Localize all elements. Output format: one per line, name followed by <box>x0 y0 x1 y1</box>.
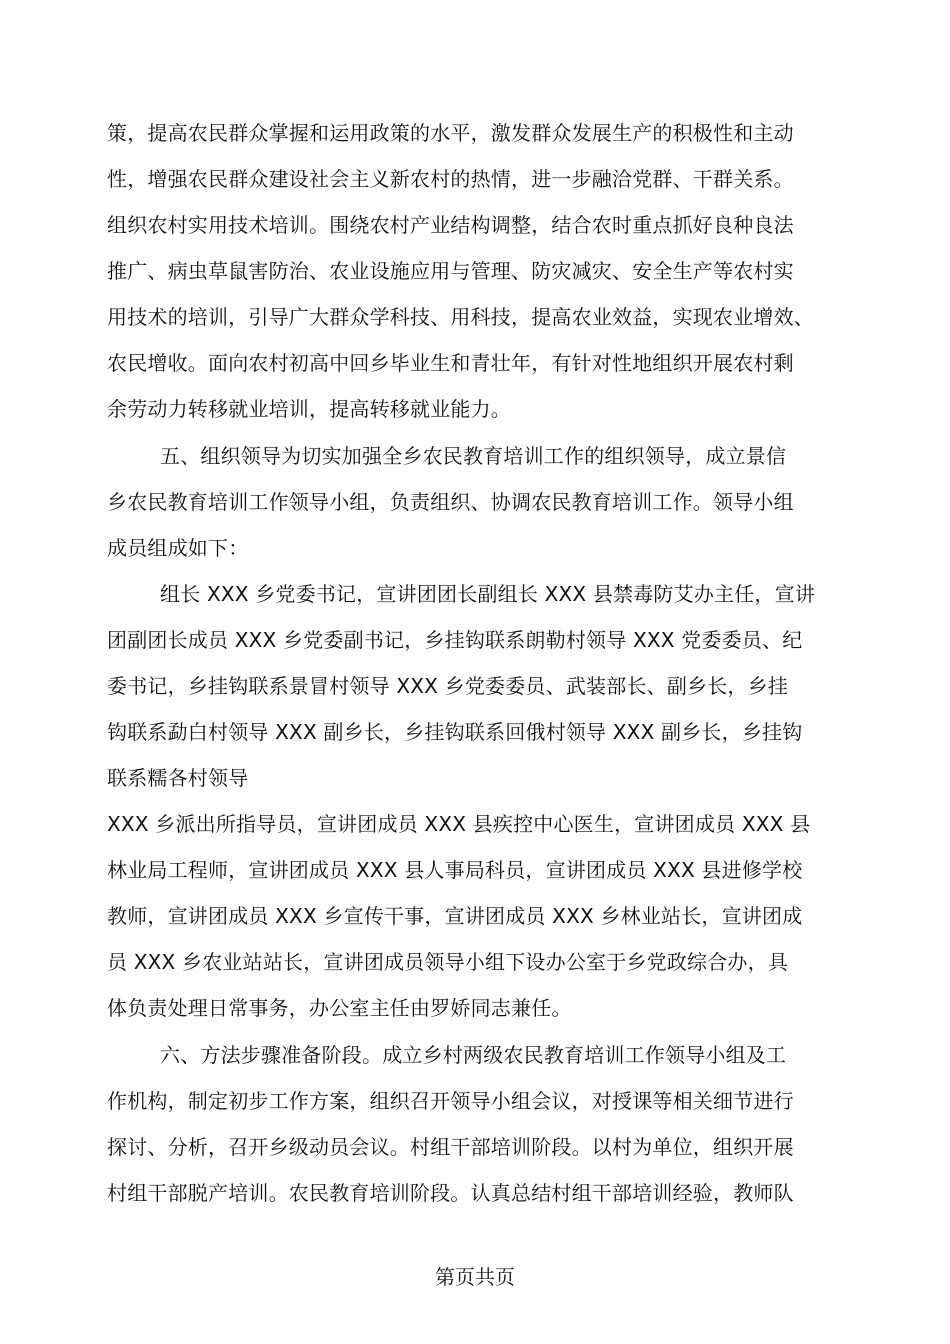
text-line: 钩联系勐白村领导 XXX 副乡长，乡挂钩联系回俄村领导 XXX 副乡长，乡挂钩 <box>107 720 803 744</box>
text-line: 员 XXX 乡农业站站长，宣讲团成员领导小组下设办公室于乡党政综合办，具 <box>107 950 789 974</box>
text-line: 林业局工程师，宣讲团成员 XXX 县人事局科员，宣讲团成员 XXX 县进修学校 <box>107 858 803 882</box>
text-line: 教师，宣讲团成员 XXX 乡宣传干事，宣讲团成员 XXX 乡林业站长，宣讲团成 <box>107 904 803 928</box>
text-line: 成员组成如下： <box>107 536 249 560</box>
text-line: 团副团长成员 XXX 乡党委副书记，乡挂钩联系朗勒村领导 XXX 党委委员、纪 <box>107 628 803 652</box>
text-line: 体负责处理日常事务，办公室主任由罗娇同志兼任。 <box>107 996 572 1020</box>
text-line: 探讨、分析，召开乡级动员会议。村组干部培训阶段。以村为单位，组织开展 <box>107 1135 794 1159</box>
text-line: 委书记，乡挂钩联系景冒村领导 XXX 乡党委委员、武装部长、副乡长，乡挂 <box>107 674 789 698</box>
text-line: 用技术的培训，引导广大群众学科技、用科技，提高农业效益，实现农业增效、 <box>107 305 814 329</box>
text-line: 联系糯各村领导 <box>107 766 249 790</box>
text-line: 乡农民教育培训工作领导小组，负责组织、协调农民教育培训工作。领导小组 <box>107 490 794 514</box>
text-line: 策，提高农民群众掌握和运用政策的水平，激发群众发展生产的积极性和主动 <box>107 121 794 145</box>
text-line: 推广、病虫草鼠害防治、农业设施应用与管理、防灾减灾、安全生产等农村实 <box>107 259 794 283</box>
section-heading-line: 六、方法步骤准备阶段。成立乡村两级农民教育培训工作领导小组及工 <box>160 1043 787 1067</box>
text-line: 村组干部脱产培训。农民教育培训阶段。认真总结村组干部培训经验，教师队 <box>107 1181 794 1205</box>
paragraph-first-line: 组长 XXX 乡党委书记，宣讲团团长副组长 XXX 县禁毒防艾办主任，宣讲 <box>160 582 816 606</box>
section-heading-line: 五、组织领导为切实加强全乡农民教育培训工作的组织领导，成立景信 <box>160 444 787 468</box>
text-line: 性，增强农民群众建设社会主义新农村的热情，进一步融洽党群、干群关系。 <box>107 167 794 191</box>
text-line: 余劳动力转移就业培训，提高转移就业能力。 <box>107 397 511 421</box>
text-line: 作机构，制定初步工作方案，组织召开领导小组会议，对授课等相关细节进行 <box>107 1089 794 1113</box>
text-line: XXX 乡派出所指导员，宣讲团成员 XXX 县疾控中心医生，宣讲团成员 XXX 县 <box>107 812 811 836</box>
page-footer: 第页共页 <box>435 1265 515 1289</box>
text-line: 农民增收。面向农村初高中回乡毕业生和青壮年，有针对性地组织开展农村剩 <box>107 351 794 375</box>
text-line: 组织农村实用技术培训。围绕农村产业结构调整，结合农时重点抓好良种良法 <box>107 213 794 237</box>
